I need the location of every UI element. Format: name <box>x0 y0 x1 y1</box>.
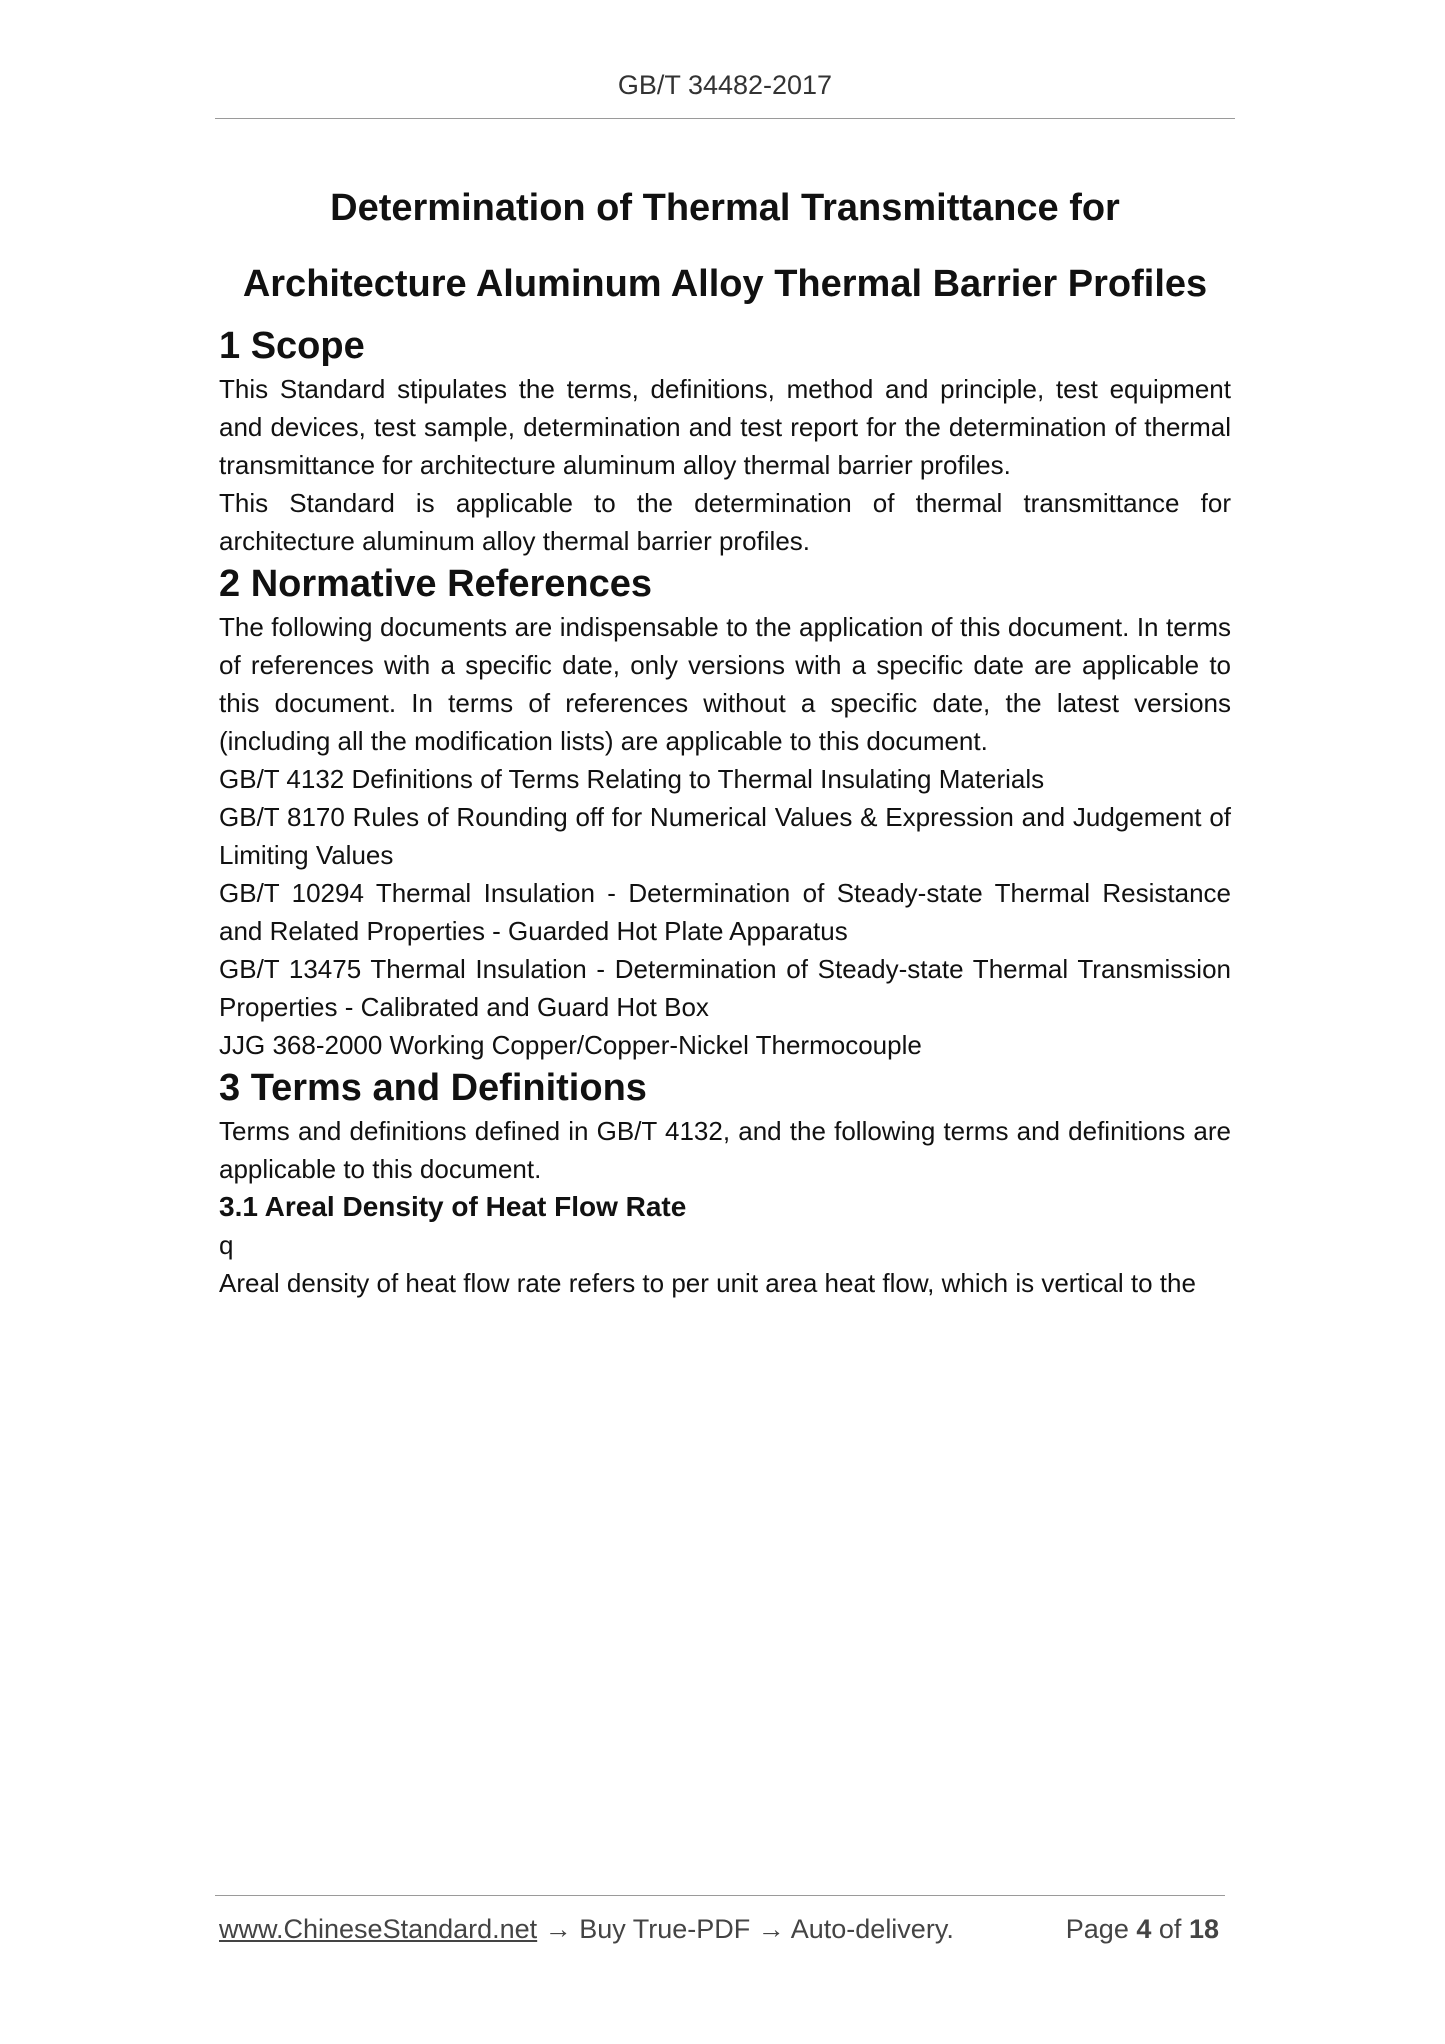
term-symbol: q <box>219 1230 234 1260</box>
reference-item: GB/T 13475 Thermal Insulation - Determination of Steady-state Thermal Transmission Properties - Calibrated and Guard Hot Box <box>219 954 1231 1022</box>
page-label: Page <box>1065 1914 1129 1944</box>
footer-tagline: → Buy True-PDF → Auto-delivery. <box>537 1914 954 1944</box>
paragraph-scope-2: This Standard is applicable to the determination of thermal transmittance for architecture aluminum alloy thermal barrier profiles. <box>219 488 1231 556</box>
paragraph-areal-density-definition: Areal density of heat flow rate refers to per unit area heat flow, which is vertical to the <box>219 1268 1196 1298</box>
current-page-number: 4 <box>1136 1914 1152 1944</box>
footer-divider <box>215 1895 1225 1896</box>
reference-item: JJG 368-2000 Working Copper/Copper-Nickel Thermocouple <box>219 1030 922 1060</box>
subsection-heading-areal-density: 3.1 Areal Density of Heat Flow Rate <box>219 1191 687 1222</box>
website-link[interactable]: www.ChineseStandard.net <box>219 1914 538 1944</box>
page-content <box>219 170 1231 1302</box>
header-divider <box>215 118 1235 119</box>
document-title <box>219 170 1231 322</box>
section-heading-scope: 1 Scope <box>219 325 365 367</box>
page-number <box>1066 1914 1219 1945</box>
reference-item: GB/T 8170 Rules of Rounding off for Numerical Values & Expression and Judgement of Limiting Values <box>219 802 1231 870</box>
reference-item: GB/T 10294 Thermal Insulation - Determination of Steady-state Thermal Resistance and Related Properties - Guarded Hot Plate Apparatus <box>219 878 1231 946</box>
paragraph-normative-intro: The following documents are indispensable to the application of this document. In terms of references with a specific date, only versions with a specific date are applicable to this document. In terms of references without a specific date, the latest versions (including all the modification lists) are applicable to this document. <box>219 612 1231 756</box>
footer-promo <box>219 1914 954 1945</box>
paragraph-scope-1: This Standard stipulates the terms, definitions, method and principle, test equipment and devices, test sample, determination and test report for the determination of thermal transmittance for architecture aluminum alloy thermal barrier profiles. <box>219 374 1231 480</box>
reference-item: GB/T 4132 Definitions of Terms Relating to Thermal Insulating Materials <box>219 764 1045 794</box>
paragraph-terms-intro: Terms and definitions defined in GB/T 4132, and the following terms and definitions are applicable to this document. <box>219 1116 1231 1184</box>
total-page-count: 18 <box>1188 1914 1219 1944</box>
section-heading-terms-and-definitions: 3 Terms and Definitions <box>219 1067 647 1109</box>
document-title-line-1: Determination of Thermal Transmittance for <box>330 187 1120 229</box>
section-heading-normative-references: 2 Normative References <box>219 563 652 605</box>
of-label: of <box>1158 1914 1182 1944</box>
running-header: GB/T 34482-2017 <box>617 70 833 100</box>
document-title-line-2: Architecture Aluminum Alloy Thermal Barrier Profiles <box>242 263 1208 305</box>
